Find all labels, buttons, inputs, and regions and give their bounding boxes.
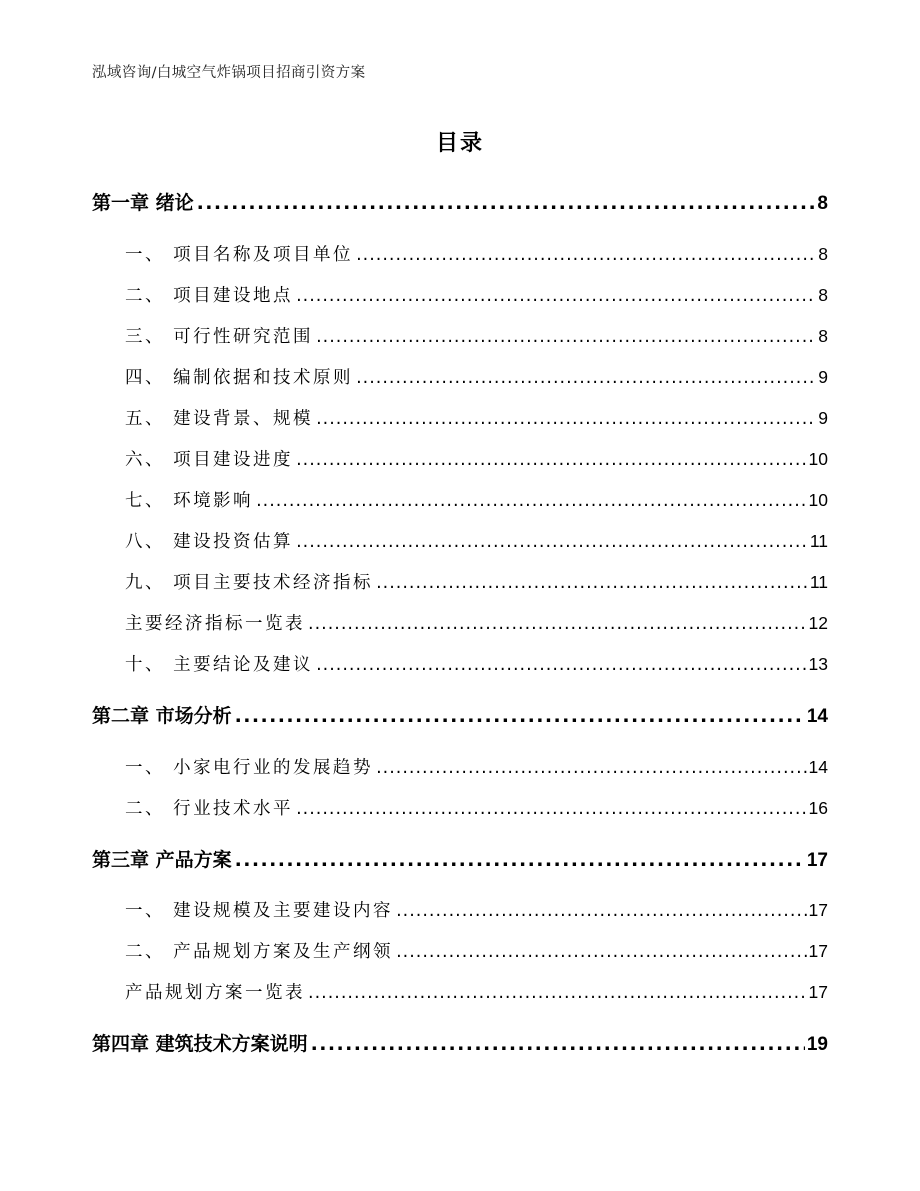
toc-entry-text: 一、 小家电行业的发展趋势 xyxy=(125,758,374,778)
toc-page-number: 17 xyxy=(808,982,828,1002)
page-title: 目录 xyxy=(435,131,484,156)
toc-page-number: 8 xyxy=(818,326,828,346)
toc-section[interactable] xyxy=(125,569,828,594)
toc-entry-text: 第一章 绪论 xyxy=(92,192,194,214)
toc-entry-text: 十、 主要结论及建议 xyxy=(125,655,314,675)
toc-chapter-2[interactable] xyxy=(92,701,828,728)
toc-section[interactable] xyxy=(125,446,828,471)
toc-page-number: 8 xyxy=(817,193,828,214)
toc-entry-text: 九、 项目主要技术经济指标 xyxy=(125,573,374,593)
toc-section[interactable] xyxy=(125,364,828,389)
dot-leader xyxy=(376,573,808,593)
dot-leader xyxy=(316,655,806,675)
toc-page-number: 11 xyxy=(809,572,828,592)
toc-entry-text: 产品规划方案一览表 xyxy=(125,983,305,1003)
toc-entry-text: 六、 项目建设进度 xyxy=(125,450,294,470)
toc-section[interactable] xyxy=(125,487,828,512)
toc-entry-text: 一、 建设规模及主要建设内容 xyxy=(125,901,394,921)
dot-leader xyxy=(316,409,816,429)
toc-entry-text: 七、 环境影响 xyxy=(125,491,254,511)
toc-entry-text: 三、 可行性研究范围 xyxy=(125,327,314,347)
dot-leader xyxy=(316,327,816,347)
toc-page-number: 8 xyxy=(818,285,828,305)
dot-leader xyxy=(396,901,806,921)
toc-entry-text: 二、 项目建设地点 xyxy=(125,286,294,306)
toc-section[interactable] xyxy=(125,323,828,348)
toc-page-number: 14 xyxy=(808,757,828,777)
toc-page-number: 10 xyxy=(808,449,828,469)
toc-section[interactable] xyxy=(125,979,828,1004)
dot-leader xyxy=(308,614,807,634)
toc-entry-text: 四、 编制依据和技术原则 xyxy=(125,368,354,388)
toc-page-number: 17 xyxy=(806,850,828,871)
dot-leader xyxy=(256,491,806,511)
toc-section[interactable] xyxy=(125,651,828,676)
dot-leader xyxy=(308,983,807,1003)
dot-leader xyxy=(296,799,806,819)
toc-page-number: 14 xyxy=(806,706,828,727)
dot-leader xyxy=(296,286,816,306)
toc-entry-text: 第二章 市场分析 xyxy=(92,705,232,727)
toc-section[interactable] xyxy=(125,938,828,963)
toc-chapter-3[interactable] xyxy=(92,845,828,872)
toc-section[interactable] xyxy=(125,897,828,922)
toc-page-number: 11 xyxy=(809,531,828,551)
toc-entry-text: 第三章 产品方案 xyxy=(92,849,232,871)
toc-section[interactable] xyxy=(125,795,828,820)
dot-leader xyxy=(235,705,805,727)
toc-page-number: 13 xyxy=(808,654,828,674)
toc-chapter-4[interactable] xyxy=(92,1029,828,1056)
toc-page-number: 9 xyxy=(818,408,828,428)
toc-section[interactable] xyxy=(125,754,828,779)
toc-page-number: 17 xyxy=(808,900,828,920)
toc-section[interactable] xyxy=(125,282,828,307)
toc-section[interactable] xyxy=(125,405,828,430)
dot-leader xyxy=(311,1033,805,1055)
dot-leader xyxy=(356,368,816,388)
running-header: 泓域咨询/白城空气炸锅项目招商引资方案 xyxy=(92,65,366,81)
dot-leader xyxy=(296,532,808,552)
dot-leader xyxy=(197,192,816,214)
toc-section[interactable] xyxy=(125,610,828,635)
toc-chapter-1[interactable] xyxy=(92,188,828,215)
toc-entry-text: 八、 建设投资估算 xyxy=(125,532,294,552)
toc-page-number: 9 xyxy=(818,367,828,387)
toc-entry-text: 五、 建设背景、规模 xyxy=(125,409,314,429)
toc-entry-text: 二、 产品规划方案及生产纲领 xyxy=(125,942,394,962)
dot-leader xyxy=(296,450,806,470)
toc-page-number: 8 xyxy=(818,244,828,264)
dot-leader xyxy=(235,849,805,871)
toc-entry-text: 第四章 建筑技术方案说明 xyxy=(92,1033,308,1055)
toc-page-number: 19 xyxy=(806,1034,828,1055)
toc-entry-text: 二、 行业技术水平 xyxy=(125,799,294,819)
toc-page-number: 10 xyxy=(808,490,828,510)
toc-section[interactable] xyxy=(125,528,828,553)
dot-leader xyxy=(376,758,806,778)
toc-page-number: 16 xyxy=(808,798,828,818)
toc-page-number: 12 xyxy=(808,613,828,633)
toc-page-number: 17 xyxy=(808,941,828,961)
toc-entry-text: 一、 项目名称及项目单位 xyxy=(125,245,354,265)
dot-leader xyxy=(356,245,816,265)
toc-entry-text: 主要经济指标一览表 xyxy=(125,614,305,634)
dot-leader xyxy=(396,942,806,962)
toc-section[interactable] xyxy=(125,241,828,266)
